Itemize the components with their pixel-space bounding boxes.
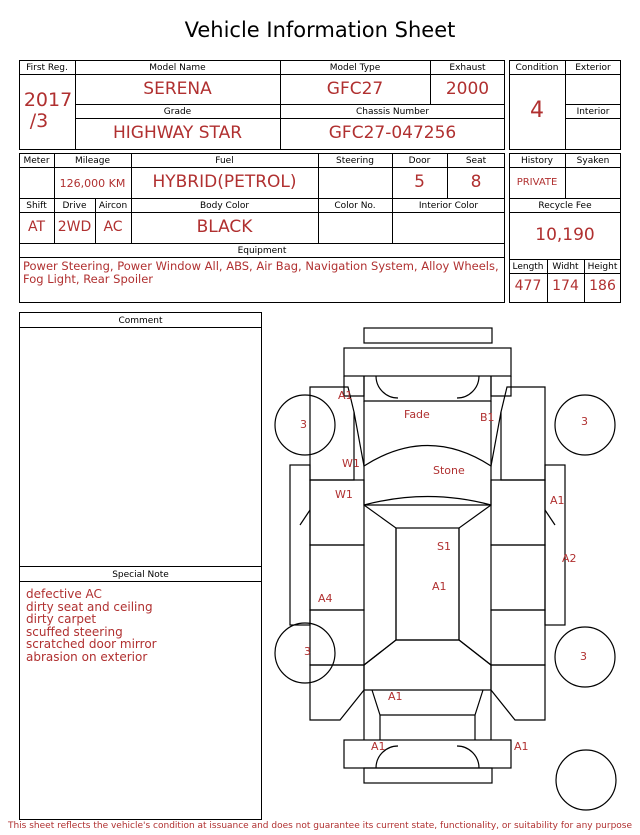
damage-b1: B1 [480, 411, 495, 424]
height-label: Height [587, 262, 618, 272]
history: PRIVATE [516, 177, 558, 188]
damage-stone: Stone [433, 464, 465, 477]
damage-a1-right-front: A1 [550, 494, 565, 507]
length-label: Length [512, 262, 544, 272]
damage-a1-roof: A1 [432, 580, 447, 593]
aircon-label: Aircon [98, 201, 128, 211]
headlight-right [491, 376, 511, 396]
fuel: HYBRID(PETROL) [152, 172, 297, 192]
condition-label: Condition [515, 63, 559, 73]
exterior-label: Exterior [575, 63, 611, 73]
damage-s1: S1 [437, 540, 451, 553]
special-note-item: dirty carpet [26, 612, 97, 626]
front-bumper [364, 328, 492, 343]
rear-bumper [344, 740, 511, 768]
recycle-fee: 10,190 [535, 225, 595, 245]
steering-label: Steering [336, 156, 374, 166]
recycle-fee-label: Recycle Fee [538, 201, 592, 211]
damage-a1-rear: A1 [388, 690, 403, 703]
chassis-label: Chassis Number [355, 107, 430, 117]
grade: HIGHWAY STAR [112, 123, 243, 143]
length: 477 [514, 278, 542, 294]
model-name-label: Model Name [149, 63, 206, 73]
wheel-rear-left-grade: 3 [304, 645, 311, 658]
model-type: GFC27 [326, 79, 384, 99]
hood [364, 376, 491, 401]
damage-fade: Fade [404, 408, 430, 421]
special-note-item: scratched door mirror [26, 637, 157, 651]
body-color: BLACK [196, 217, 253, 237]
mileage: 126,000 KM [59, 177, 126, 190]
width-label: Widht [552, 262, 579, 272]
damage-a1-bumper-left: A1 [371, 740, 386, 753]
syaken-label: Syaken [576, 156, 610, 166]
drive: 2WD [57, 219, 92, 235]
damage-w1-lower: W1 [335, 488, 353, 501]
first-reg-label: First Reg. [26, 63, 68, 73]
shift-label: Shift [26, 201, 47, 211]
history-label: History [520, 156, 554, 166]
interior-color-label: Interior Color [418, 201, 479, 211]
damage-a2: A2 [562, 552, 577, 565]
sheet-title: Vehicle Information Sheet [184, 18, 456, 42]
height: 186 [589, 278, 616, 294]
disclaimer-footer: This sheet reflects the vehicle's condition at issuance and does not guarantee its current state, functionality, or suitability for any purpose [7, 821, 633, 831]
fuel-label: Fuel [215, 156, 234, 166]
grade-label: Grade [163, 107, 192, 117]
equipment-label: Equipment [237, 246, 287, 256]
mileage-label: Mileage [74, 156, 111, 166]
drive-label: Drive [62, 201, 87, 211]
meter-label: Meter [23, 156, 50, 166]
body-color-label: Body Color [199, 201, 250, 211]
special-note-item: dirty seat and ceiling [26, 599, 153, 614]
wheel-front-left-grade: 3 [300, 418, 307, 431]
equipment: Power Steering, Power Window All, ABS, Air Bag, Navigation System, Alloy Wheels, Fog Light, Rear Spoiler [23, 259, 499, 286]
chassis-number: GFC27-047256 [328, 123, 457, 143]
width: 174 [552, 278, 579, 294]
damage-a1-front-left: A1 [338, 389, 353, 402]
shift: AT [27, 219, 46, 235]
spare-tire [556, 750, 616, 810]
door-count: 5 [414, 172, 425, 192]
first-reg-year: 2017 [23, 89, 73, 111]
model-name: SERENA [143, 79, 212, 99]
special-note-item: abrasion on exterior [26, 649, 148, 664]
wheel-front-right-grade: 3 [581, 415, 588, 428]
special-note-item: defective AC [26, 587, 102, 601]
interior-label: Interior [576, 107, 610, 117]
comment-label: Comment [118, 316, 163, 326]
special-note-item: scuffed steering [26, 624, 123, 639]
seat-count: 8 [470, 172, 482, 192]
damage-a4: A4 [318, 592, 333, 605]
color-no-label: Color No. [334, 201, 376, 211]
rear-bumper-lower [364, 768, 492, 783]
condition-grade: 4 [530, 98, 544, 123]
model-type-label: Model Type [329, 63, 381, 73]
seat-label: Seat [465, 156, 487, 166]
aircon: AC [103, 219, 123, 235]
front-bumper-lower [344, 348, 511, 376]
damage-w1-upper: W1 [342, 457, 360, 470]
first-reg-month: /3 [29, 110, 49, 132]
special-note-label: Special Note [112, 570, 169, 580]
damage-a1-bumper-right: A1 [514, 740, 529, 753]
door-label: Door [408, 156, 431, 166]
exhaust-label: Exhaust [449, 63, 486, 73]
exhaust: 2000 [445, 79, 490, 99]
wheel-rear-right-grade: 3 [580, 650, 587, 663]
